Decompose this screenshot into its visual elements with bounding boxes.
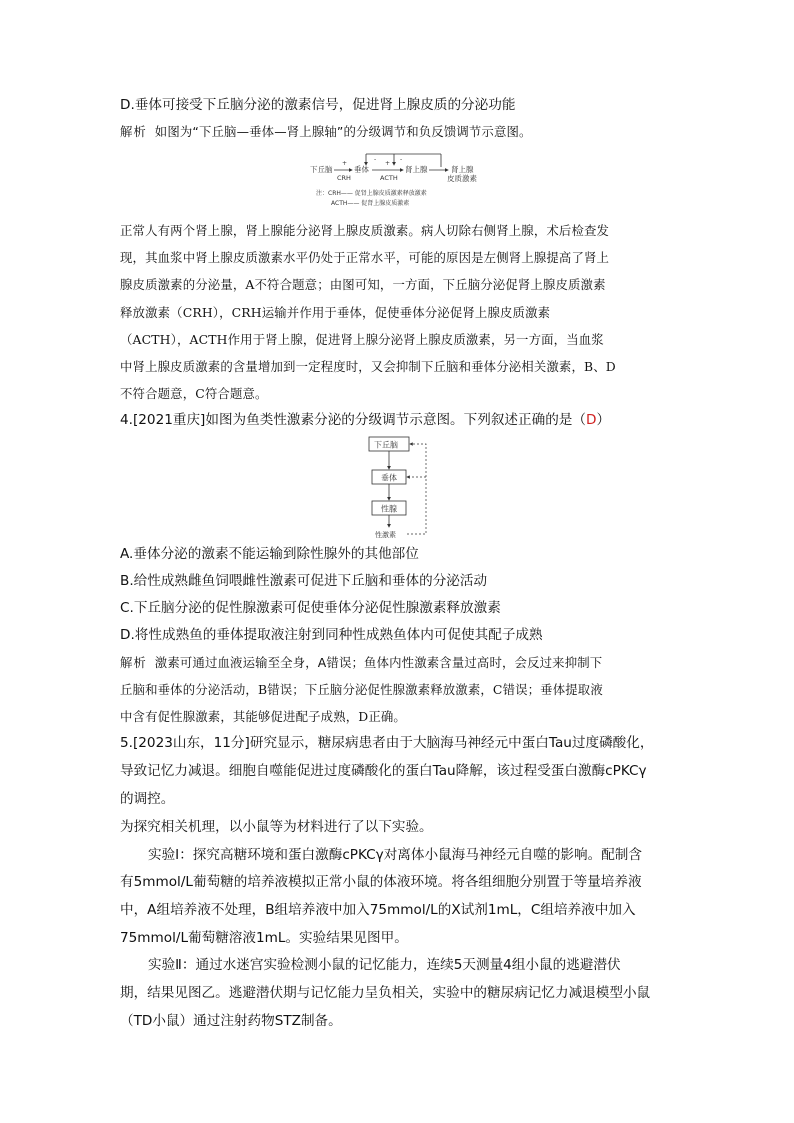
option-d-previous: D.垂体可接受下丘脑分泌的激素信号，促进肾上腺皮质的分泌功能 bbox=[120, 97, 516, 113]
experiment-2-line: （TD小鼠）通过注射药物STZ制备。 bbox=[120, 1013, 342, 1029]
acth-label: ACTH bbox=[380, 174, 398, 182]
question-4-stem: 4.[2021重庆]如图为鱼类性激素分泌的分级调节示意图。下列叙述正确的是（ bbox=[120, 412, 586, 428]
note-crh: 注：CRH—— 促肾上腺皮质激素释放激素 bbox=[316, 190, 427, 197]
option-c: C.下丘脑分泌的促性腺激素可促使垂体分泌促性腺激素释放激素 bbox=[120, 600, 501, 616]
explanation-line: 腺皮质激素的分泌量，A不符合题意；由图可知，一方面，下丘脑分泌促肾上腺皮质激素 bbox=[120, 277, 606, 292]
plus-2: + bbox=[385, 160, 391, 167]
note-acth: ACTH—— 促肾上腺皮质激素 bbox=[331, 200, 410, 207]
plus-1: + bbox=[342, 160, 348, 167]
question-5-line: 的调控。 bbox=[120, 791, 175, 807]
explanation-label: 解析 bbox=[120, 124, 147, 139]
fish-hormone-diagram bbox=[360, 435, 436, 540]
feedback-minus-2: - bbox=[400, 156, 403, 163]
question-5-line: 导致记忆力减退。细胞自噬能促进过度磷酸化的蛋白Tau降解，该过程受蛋白激酶cPKCγ bbox=[120, 763, 647, 779]
node-pituitary: 垂体 bbox=[354, 165, 369, 174]
box-gonad-label: 性腺 bbox=[381, 504, 397, 514]
question-4-answer: D bbox=[585, 412, 597, 428]
option-b: B.给性成熟雌鱼饲喂雌性激素可促进下丘脑和垂体的分泌活动 bbox=[120, 573, 488, 589]
explanation-line: 正常人有两个肾上腺，肾上腺能分泌肾上腺皮质激素。病人切除右侧肾上腺，术后检查发 bbox=[120, 223, 610, 238]
explanation-label: 解析 bbox=[120, 655, 147, 670]
crh-label: CRH bbox=[337, 174, 351, 182]
node-hypothalamus: 下丘脑 bbox=[310, 165, 333, 174]
hpa-axis-diagram bbox=[308, 150, 508, 212]
explanation-line: 中肾上腺皮质激素的含量增加到一定程度时，又会抑制下丘脑和垂体分泌相关激素，B、D bbox=[120, 359, 616, 374]
node-adrenal: 肾上腺 bbox=[405, 165, 428, 174]
box-hypothalamus-label: 下丘脑 bbox=[374, 440, 398, 450]
question-4 bbox=[120, 411, 610, 429]
feedback-minus-1: - bbox=[374, 156, 377, 163]
experiment-2-line: 期，结果见图乙。逃避潜伏期与记忆能力呈负相关，实验中的糖尿病记忆力减退模型小鼠 bbox=[120, 985, 651, 1001]
explanation-line: （ACTH），ACTH作用于肾上腺，促进肾上腺分泌肾上腺皮质激素，另一方面，当血浆 bbox=[120, 332, 604, 347]
sex-hormone-label: 性激素 bbox=[375, 531, 396, 539]
question-5-line: 为探究相关机理，以小鼠等为材料进行了以下实验。 bbox=[120, 819, 433, 835]
explanation-line: 丘脑和垂体的分泌活动，B错误；下丘脑分泌促性腺激素释放激素，C错误；垂体提取液 bbox=[120, 682, 603, 697]
explanation-text: 激素可通过血液运输至全身，A错误；鱼体内性激素含量过高时，会反过来抑制下 bbox=[154, 655, 603, 670]
explanation-text: 如图为“下丘脑—垂体—肾上腺轴”的分级调节和负反馈调节示意图。 bbox=[154, 124, 532, 139]
node-cortex-hormone-line2: 皮质激素 bbox=[447, 174, 477, 183]
experiment-1-line: 中，A组培养液不处理，B组培养液中加入75mmol/L的X试剂1mL，C组培养液中加入 bbox=[120, 902, 636, 918]
experiment-2-line: 实验Ⅱ：通过水迷宫实验检测小鼠的记忆能力，连续5天测量4组小鼠的逃避潜伏 bbox=[148, 957, 621, 973]
explanation-line: 中含有促性腺激素，其能够促进配子成熟，D正确。 bbox=[120, 709, 406, 724]
explanation-line: 释放激素（CRH），CRH运输并作用于垂体，促使垂体分泌促肾上腺皮质激素 bbox=[120, 305, 551, 320]
explanation-q4 bbox=[120, 654, 602, 672]
option-d: D.将性成熟鱼的垂体提取液注射到同种性成熟鱼体内可促使其配子成熟 bbox=[120, 627, 543, 643]
question-4-close: ） bbox=[596, 412, 611, 428]
node-cortex-hormone-line1: 肾上腺 bbox=[451, 165, 474, 174]
experiment-1-line: 实验Ⅰ：探究高糖环境和蛋白激酶cPKCγ对离体小鼠海马神经元自噬的影响。配制含 bbox=[148, 847, 642, 863]
explanation-line: 现，其血浆中肾上腺皮质激素水平仍处于正常水平，可能的原因是左侧肾上腺提高了肾上 bbox=[120, 250, 610, 265]
explanation-line: 不符合题意，C符合题意。 bbox=[120, 386, 268, 401]
question-5-line: 5.[2023山东，11分]研究显示，糖尿病患者由于大脑海马神经元中蛋白Tau过度磷酸化， bbox=[120, 735, 654, 751]
explanation-intro bbox=[120, 123, 532, 141]
option-a: A.垂体分泌的激素不能运输到除性腺外的其他部位 bbox=[120, 546, 419, 562]
experiment-1-line: 有5mmol/L葡萄糖的培养液模拟正常小鼠的体液环境。将各组细胞分别置于等量培养液 bbox=[120, 874, 642, 890]
experiment-1-line: 75mmol/L葡萄糖溶液1mL。实验结果见图甲。 bbox=[120, 930, 408, 946]
box-pituitary-label: 垂体 bbox=[381, 473, 397, 483]
